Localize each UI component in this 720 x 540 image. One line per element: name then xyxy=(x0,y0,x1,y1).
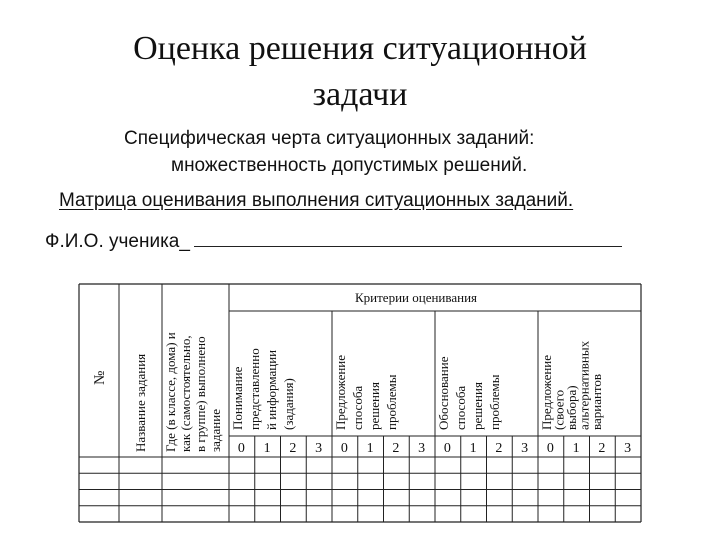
score-value: 0 xyxy=(546,441,554,456)
score-value: 1 xyxy=(469,441,477,456)
subtitle-line-1: Специфическая черта ситуационных заданий: xyxy=(124,128,535,149)
column-where-header-line: в группе) выполнено xyxy=(193,336,208,452)
criteria-header: Критерии оценивания xyxy=(355,290,478,305)
column-task-name-header: Название задания xyxy=(133,353,148,452)
column-where-header-line: задание xyxy=(208,409,223,452)
score-value: 3 xyxy=(418,441,426,456)
criteria-name-line: проблемы xyxy=(384,374,399,430)
score-value: 0 xyxy=(340,441,348,456)
score-value: 1 xyxy=(572,441,580,456)
criteria-name-line: решения xyxy=(367,382,382,430)
criteria-name-line: (задания) xyxy=(281,378,296,430)
score-value: 2 xyxy=(289,441,297,456)
score-value: 0 xyxy=(237,441,245,456)
criteria-name-line: Обоснование xyxy=(436,356,451,430)
title-line-1: Оценка решения ситуационной xyxy=(133,30,587,67)
criteria-name-line: выбора) xyxy=(564,385,579,430)
criteria-name-line: проблемы xyxy=(487,374,502,430)
score-value: 0 xyxy=(443,441,451,456)
score-value: 3 xyxy=(624,441,632,456)
matrix-title: Матрица оценивания выполнения ситуационных заданий. xyxy=(59,190,574,211)
score-value: 1 xyxy=(366,441,374,456)
column-where-header-line: Где (в классе, дома) и xyxy=(163,332,178,452)
criteria-name-line: представленно xyxy=(247,348,262,430)
criteria-name-line: решения xyxy=(470,382,485,430)
criteria-name-line: Предложение xyxy=(539,354,554,430)
score-value: 3 xyxy=(315,441,323,456)
criteria-name-line: способа xyxy=(350,385,365,430)
criteria-name-line: Предложение xyxy=(333,354,348,430)
criteria-name-line: й информации xyxy=(264,349,279,430)
column-number-header: № xyxy=(92,370,108,385)
subtitle-line-2: множественность допустимых решений. xyxy=(171,155,528,176)
score-value: 3 xyxy=(521,441,529,456)
criteria-name-line: Понимание xyxy=(230,366,245,430)
column-where-header-line: как (самостоятельно, xyxy=(178,335,193,452)
score-value: 2 xyxy=(392,441,400,456)
score-value: 1 xyxy=(263,441,271,456)
criteria-name-line: альтернативных xyxy=(576,340,592,430)
criteria-name-line: (своего xyxy=(551,389,567,430)
score-value: 2 xyxy=(598,441,606,456)
criteria-name-line: вариантов xyxy=(589,373,604,430)
score-value: 2 xyxy=(495,441,503,456)
title-line-2: задачи xyxy=(312,76,408,113)
student-name-label: Ф.И.О. ученика_ xyxy=(45,231,190,252)
criteria-name-line: способа xyxy=(453,385,468,430)
